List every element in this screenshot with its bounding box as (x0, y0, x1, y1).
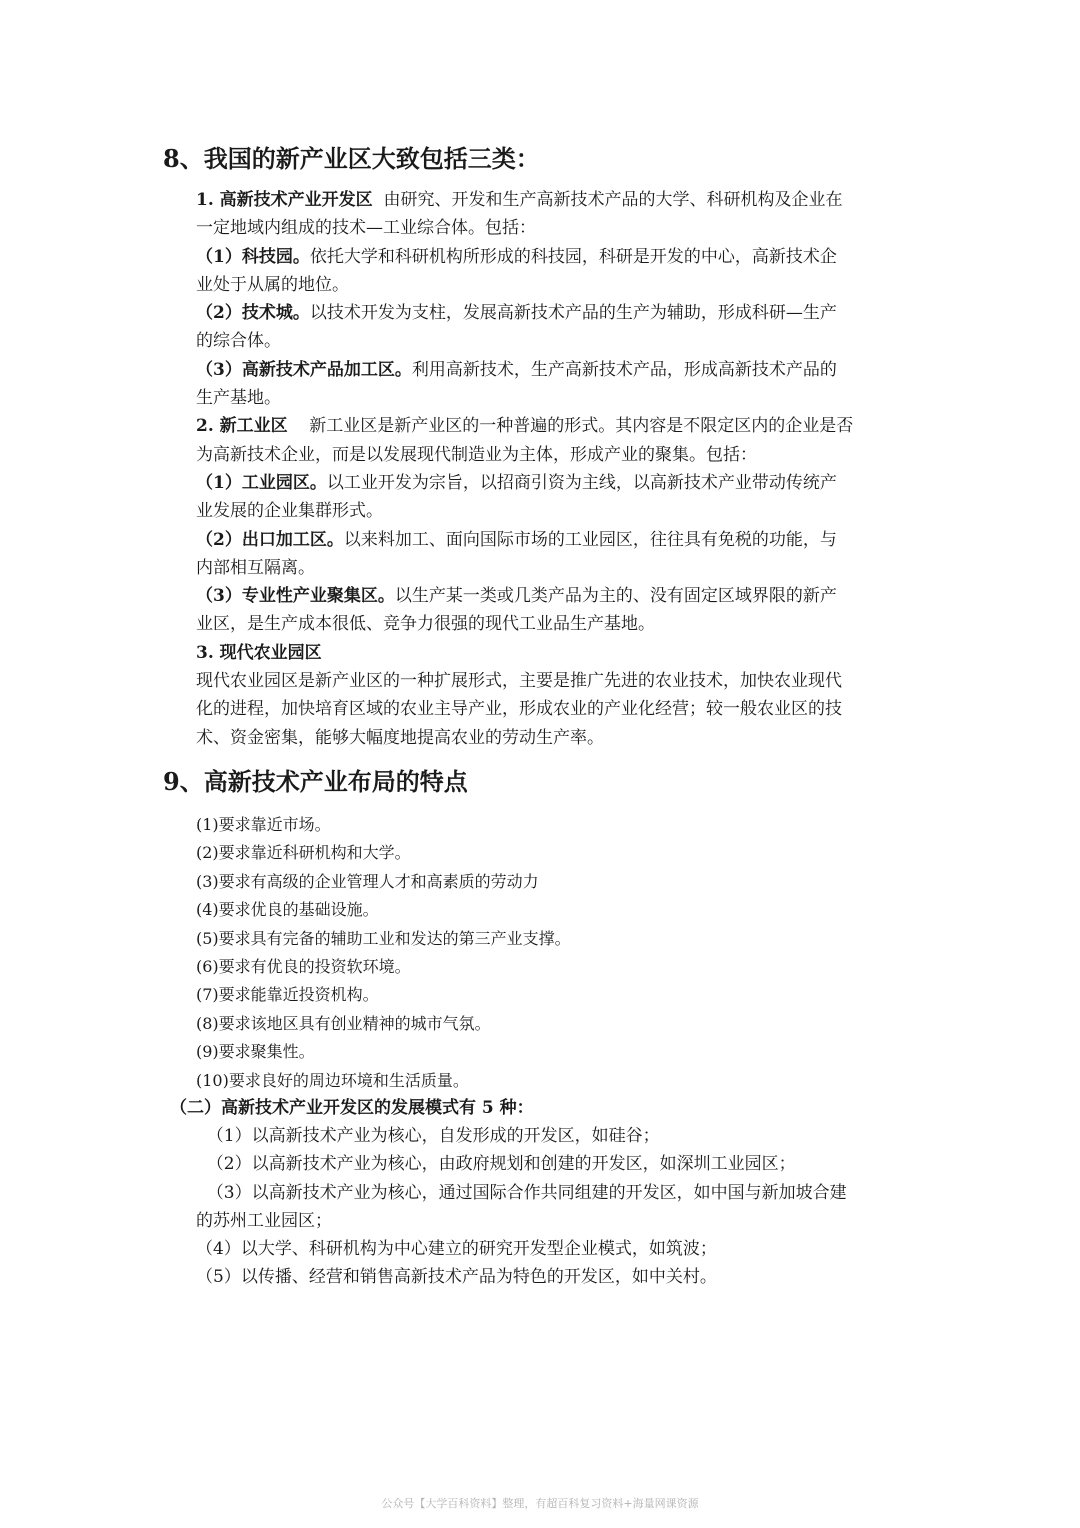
section-8-line-text: 以来料加工、面向国际市场的工业园区，往往具有免税的功能，与 (343, 529, 837, 550)
development-mode-line: （2）以高新技术产业为核心，由政府规划和创建的开发区，如深圳工业园区； (196, 1154, 796, 1175)
section-9-item: (8)要求该地区具有创业精神的城市气氛。 (196, 1013, 491, 1033)
section-9-item: (2)要求靠近科研机构和大学。 (196, 843, 411, 863)
section-8-line (196, 610, 918, 638)
section-9-heading: 9、高新技术产业布局的特点 (163, 767, 468, 796)
section-8-line-text: 一定地域内组成的技术—工业综合体。包括： (196, 218, 536, 239)
section-8-line-term: （3）专业性产业聚集区。 (196, 586, 395, 607)
section-8-line-term: （1）科技园。 (196, 246, 310, 267)
section-8-line-text: 化的进程，加快培育区域的农业主导产业，形成农业的产业化经营；较一般农业区的技 (196, 699, 842, 720)
section-8-line (196, 384, 918, 412)
section-8-line-text: 术、资金密集，能够大幅度地提高农业的劳动生产率。 (196, 727, 604, 748)
section-8-line-text: 业区，是生产成本很低、竞争力很强的现代工业品生产基地。 (196, 614, 655, 635)
section-8-line-term: （1）工业园区。 (196, 472, 327, 493)
section-8-line-text: 利用高新技术，生产高新技术产品，形成高新技术产品的 (411, 359, 837, 380)
section-8-line-term: （3）高新技术产品加工区。 (196, 359, 412, 380)
section-8-line (196, 327, 918, 355)
section-8-line-text: 以生产某一类或几类产品为主的、没有固定区域界限的新产 (394, 586, 837, 607)
section-8-line (196, 243, 918, 271)
development-mode-line: （4）以大学、科研机构为中心建立的研究开发型企业模式，如筑波； (196, 1239, 717, 1260)
section-8-line-text: 现代农业园区是新产业区的一种扩展形式，主要是推广先进的农业技术，加快农业现代 (196, 671, 842, 692)
section-8-line-term: 3. 现代农业园区 (196, 642, 322, 663)
section-9-item: (10)要求良好的周边环境和生活质量。 (196, 1070, 469, 1090)
section-8-line-text: 业处于从属的地位。 (196, 274, 349, 295)
section-8-line-text: 的综合体。 (196, 331, 281, 352)
development-modes-heading: （二）高新技术产业开发区的发展模式有 5 种： (170, 1098, 534, 1118)
section-8-line (196, 667, 918, 695)
section-8-line (196, 271, 918, 299)
section-9-item: (6)要求有优良的投资软环境。 (196, 956, 411, 976)
development-mode-line: 的苏州工业园区； (196, 1210, 332, 1231)
section-8-line (196, 554, 918, 582)
section-8-line-text: 新工业区是新产业区的一种普遍的形式。其内容是不限定区内的企业是否 (287, 416, 854, 437)
section-9-item: (5)要求具有完备的辅助工业和发达的第三产业支撑。 (196, 928, 571, 948)
section-8-line-text: 内部相互隔离。 (196, 557, 315, 578)
section-8-line-term: 1. 高新技术产业开发区 (196, 190, 373, 210)
development-mode-line: （5）以传播、经营和销售高新技术产品为特色的开发区，如中关村。 (196, 1267, 717, 1288)
section-8-line (196, 299, 918, 327)
section-8-line-text: 生产基地。 (196, 388, 281, 409)
section-8-line-text: 以工业开发为宗旨，以招商引资为主线，以高新技术产业带动传统产 (326, 472, 837, 493)
section-9-list (196, 811, 918, 1095)
section-8-line (196, 441, 918, 469)
section-8-line (196, 695, 918, 723)
section-8-line (196, 412, 918, 440)
section-8-line (196, 724, 918, 752)
section-8-line-term: 2. 新工业区 (196, 416, 288, 437)
section-8-line (196, 526, 918, 554)
section-8-line-term: （2）出口加工区。 (196, 529, 344, 550)
section-9-item: (7)要求能靠近投资机构。 (196, 985, 379, 1005)
section-8-heading: 8、我国的新产业区大致包括三类： (163, 144, 540, 173)
section-8-line-text: 以技术开发为支柱，发展高新技术产品的生产为辅助，形成科研—生产 (309, 303, 837, 324)
section-8-line (196, 639, 918, 667)
section-8-line (196, 214, 918, 242)
section-8-line-text: 业发展的企业集群形式。 (196, 501, 383, 522)
development-modes-list (196, 1122, 918, 1292)
section-8-line-text: 依托大学和科研机构所形成的科技园，科研是开发的中心，高新技术企 (309, 246, 837, 267)
section-8-line (196, 497, 918, 525)
section-8-line-text: 为高新技术企业，而是以发展现代制造业为主体，形成产业的聚集。包括： (196, 444, 757, 465)
section-8-line (196, 582, 918, 610)
section-9-item: (9)要求聚集性。 (196, 1042, 315, 1062)
development-mode-line: （1）以高新技术产业为核心，自发形成的开发区，如硅谷； (196, 1126, 660, 1146)
section-9-item: (3)要求有高级的企业管理人才和高素质的劳动力 (196, 871, 539, 891)
section-8-body (196, 186, 918, 752)
footer-watermark: 公众号【大学百科资料】整理，有超百科复习资料+海量网课资源 (381, 1497, 699, 1510)
development-mode-line: （3）以高新技术产业为核心，通过国际合作共同组建的开发区，如中国与新加坡合建 (196, 1182, 847, 1203)
section-8-line (196, 469, 918, 497)
section-8-line (196, 356, 918, 384)
section-8-line-text: 由研究、开发和生产高新技术产品的大学、科研机构及企业在 (372, 190, 843, 210)
section-8-line-term: （2）技术城。 (196, 303, 310, 324)
section-9-item: (4)要求优良的基础设施。 (196, 900, 379, 920)
section-9-item: (1)要求靠近市场。 (196, 815, 331, 834)
section-8-line (196, 186, 918, 214)
